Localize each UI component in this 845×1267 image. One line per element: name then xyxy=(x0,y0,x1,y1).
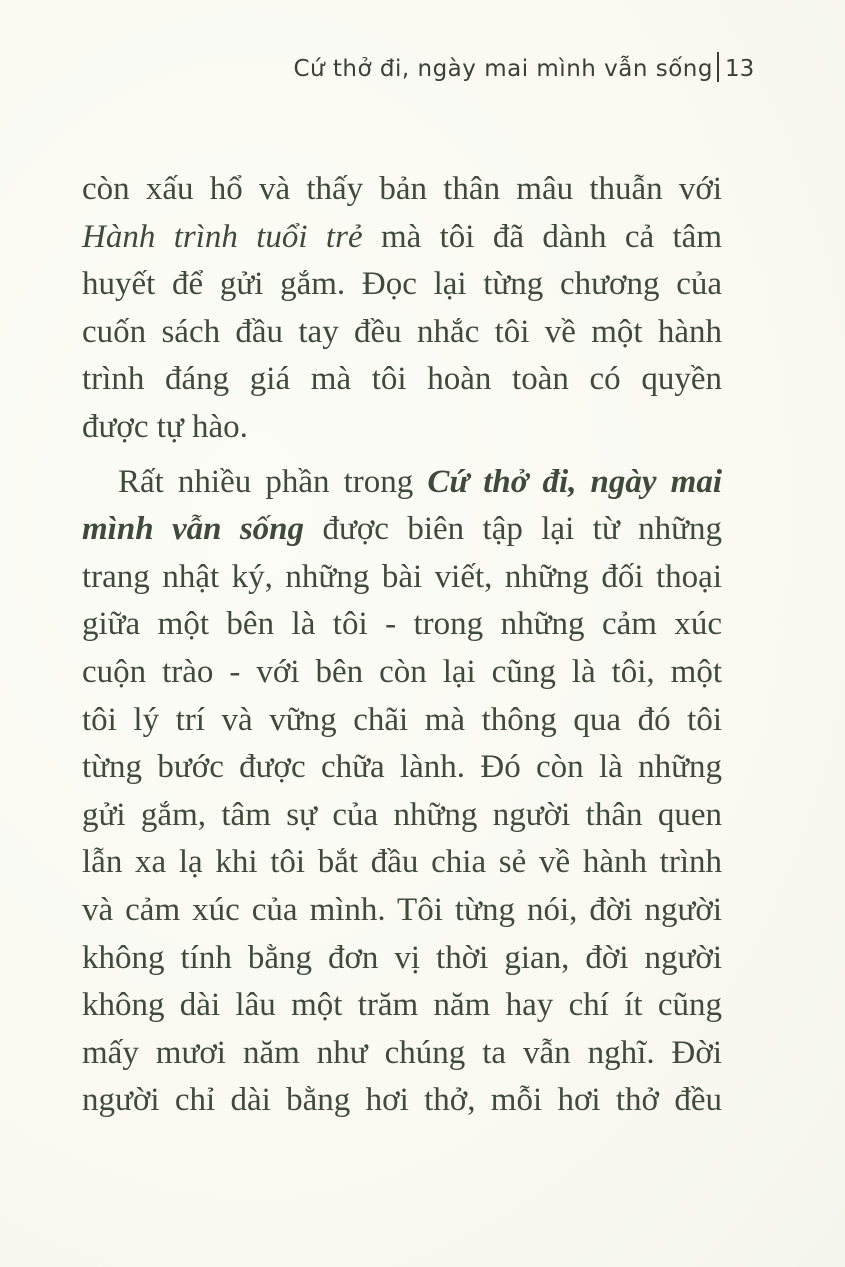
running-header xyxy=(0,52,845,92)
text-line: mình vẫn sống được biên tập lại từ những xyxy=(82,511,722,548)
text-line: còn xấu hổ và thấy bản thân mâu thuẫn với xyxy=(82,171,722,207)
text-line: Rất nhiều phần trong Cứ thở đi, ngày mai xyxy=(118,463,722,500)
text-line: không dài lâu một trăm năm hay chí ít cũng xyxy=(82,987,722,1024)
text-line: trang nhật ký, những bài viết, những đối thoại xyxy=(82,558,722,595)
text-line: tôi lý trí và vững chãi mà thông qua đó tôi xyxy=(82,701,722,738)
text-line: cuốn sách đầu tay đều nhắc tôi về một hành xyxy=(82,313,722,350)
text-line: và cảm xúc của mình. Tôi từng nói, đời người xyxy=(82,891,722,928)
text-line: từng bước được chữa lành. Đó còn là những xyxy=(82,749,722,786)
book-title-italic: Hành trình tuổi trẻ xyxy=(82,218,363,255)
running-title: Cứ thở đi, ngày mai mình vẫn sống xyxy=(293,56,713,82)
paragraph-gap xyxy=(82,452,722,459)
text-line: được tự hào. xyxy=(82,408,248,445)
text-line: người chỉ dài bằng hơi thở, mỗi hơi thở đều xyxy=(82,1082,722,1119)
page-number: 13 xyxy=(725,56,755,82)
book-title-bold-italic: mình vẫn sống xyxy=(82,511,305,548)
text-line: không tính bằng đơn vị thời gian, đời người xyxy=(82,939,722,976)
book-title-bold-italic: Cứ thở đi, ngày mai xyxy=(427,463,722,500)
text-line: cuộn trào - với bên còn lại cũng là tôi, một xyxy=(82,653,722,690)
text-line: huyết để gửi gắm. Đọc lại từng chương của xyxy=(82,266,722,303)
body-text xyxy=(82,166,722,1125)
text-line: Hành trình tuổi trẻ mà tôi đã dành cả tâm xyxy=(82,218,722,255)
text-line: mấy mươi năm như chúng ta vẫn nghĩ. Đời xyxy=(82,1034,722,1071)
paragraph-2 xyxy=(82,459,722,1125)
header-divider xyxy=(717,52,719,82)
paragraph-1 xyxy=(82,166,722,452)
text-line: lẫn xa lạ khi tôi bắt đầu chia sẻ về hành trình xyxy=(82,844,722,881)
text-line: trình đáng giá mà tôi hoàn toàn có quyền xyxy=(82,361,722,398)
text-line: gửi gắm, tâm sự của những người thân quen xyxy=(82,796,722,833)
text-line: giữa một bên là tôi - trong những cảm xúc xyxy=(82,606,722,643)
